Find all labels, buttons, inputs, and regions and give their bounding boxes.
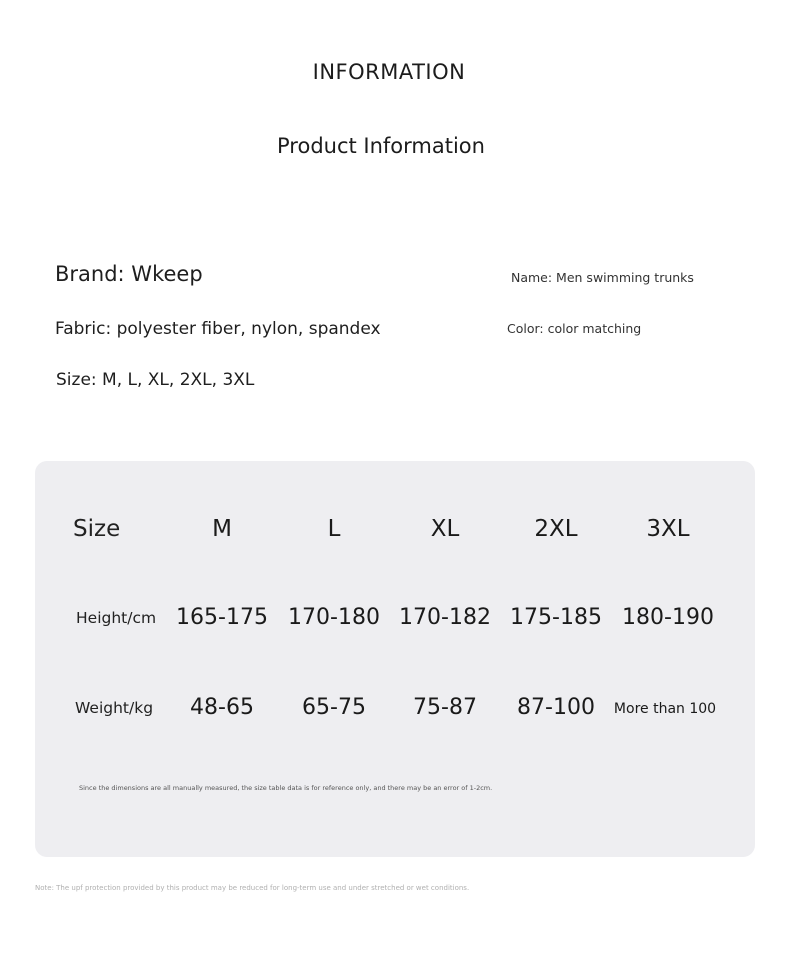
color-info: Color: color matching	[507, 321, 642, 336]
height-cell-3xl: 180-190	[622, 605, 714, 630]
size-header-3xl: 3XL	[646, 516, 690, 542]
name-info: Name: Men swimming trunks	[511, 270, 694, 285]
measurement-note: Since the dimensions are all manually measured, the size table data is for reference only, and there may be an error of 1-2cm.	[79, 784, 493, 792]
weight-cell-m: 48-65	[190, 695, 254, 720]
height-cell-xl: 170-182	[399, 605, 491, 630]
size-chart-panel	[35, 461, 755, 857]
size-header-m: M	[212, 516, 232, 542]
size-info: Size: M, L, XL, 2XL, 3XL	[56, 370, 255, 390]
brand-info: Brand: Wkeep	[55, 262, 203, 286]
fabric-info: Fabric: polyester fiber, nylon, spandex	[55, 319, 381, 339]
weight-cell-2xl: 87-100	[517, 695, 595, 720]
height-cell-2xl: 175-185	[510, 605, 602, 630]
height-cell-l: 170-180	[288, 605, 380, 630]
size-header-l: L	[327, 516, 341, 542]
page-subtitle: Product Information	[277, 134, 485, 158]
upf-note: Note: The upf protection provided by this product may be reduced for long-term use and under stretched or wet conditions.	[35, 884, 470, 892]
weight-cell-3xl: More than 100	[613, 701, 717, 717]
size-row-label: Size	[73, 516, 121, 542]
size-header-xl: XL	[430, 516, 460, 542]
weight-cell-xl: 75-87	[413, 695, 477, 720]
page-title: INFORMATION	[312, 60, 466, 84]
size-header-2xl: 2XL	[534, 516, 578, 542]
height-cell-m: 165-175	[176, 605, 268, 630]
height-row-label: Height/cm	[76, 609, 157, 627]
weight-cell-l: 65-75	[302, 695, 366, 720]
weight-row-label: Weight/kg	[75, 699, 154, 717]
